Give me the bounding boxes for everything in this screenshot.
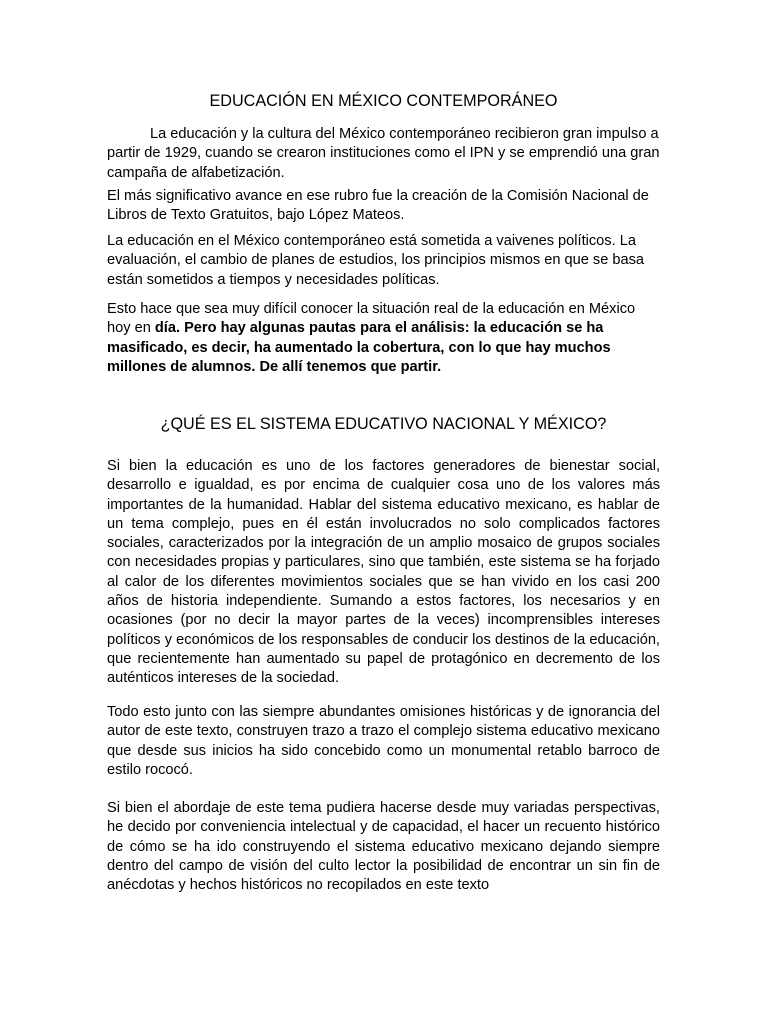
intro-paragraph-4: [107, 300, 660, 377]
intro-paragraph-2: El más significativo avance en ese rubro fue la creación de la Comisión Nacional de Libros de Texto Gratuitos, bajo López Mateos.: [107, 188, 649, 224]
intro-paragraph-3: La educación en el México contemporáneo está sometida a vaivenes políticos. La evaluación, el cambio de planes de estudios, los principios mismos en que se basa están sometidos a tiempos y necesidades políticas.: [107, 233, 645, 288]
document-title: EDUCACIÓN EN MÉXICO CONTEMPORÁNEO: [209, 92, 558, 110]
intro-paragraph-4-bold: día. Pero hay algunas pautas para el análisis: la educación se ha masificado, es decir, ha aumentado la cobertura, con lo que hay muchos millones de alumnos. De allí tenemos que partir.: [107, 320, 611, 375]
section-paragraph-1: Si bien la educación es uno de los factores generadores de bienestar social, desarrollo e igualdad, es por encima de cualquier cosa uno de los valores más importantes de la humanidad. Hablar del sistema educativo mexicano, es hablar de un tema complejo, pues en él están involucrados no solo complicados factores sociales, caracterizados por la integración de un amplio mosaico de grupos sociales con necesidades propias y particulares, sino que también, este sistema se ha forjado al calor de los diferentes movimientos sociales que se han vivido en los casi 200 años de historia independiente. Sumando a estos factores, los necesarios y en ocasiones (por no decir la mayor partes de la veces) incomprensibles intereses políticos y económicos de los responsables de conducir los destinos de la educación, que recientemente han aumentado su papel de protagónico en decremento de los auténticos intereses de la sociedad.: [107, 458, 660, 687]
intro-paragraph-1: La educación y la cultura del México contemporáneo recibieron gran impulso a partir de 1929, cuando se crearon instituciones como el IPN y se emprendió una gran campaña de alfabetización.: [107, 126, 660, 181]
section-paragraph-2: Todo esto junto con las siempre abundantes omisiones históricas y de ignorancia del autor de este texto, construyen trazo a trazo el complejo sistema educativo mexicano que desde sus inicios ha sido concebido como un monumental retablo barroco de estilo rococó.: [107, 704, 660, 778]
section-title: ¿QUÉ ES EL SISTEMA EDUCATIVO NACIONAL Y MÉXICO?: [160, 415, 607, 433]
section-paragraph-3: Si bien el abordaje de este tema pudiera hacerse desde muy variadas perspectivas, he decido por conveniencia intelectual y de capacidad, el hacer un recuento histórico de cómo se ha ido construyendo el sistema educativo mexicano dejando siempre dentro del campo de visión del culto lector la posibilidad de encontrar un sin fin de anécdotas y hechos históricos no recopilados en este texto: [107, 800, 660, 894]
intro-paragraph-4-plain: Esto hace que sea muy difícil conocer la situación real de la educación en México hoy en: [107, 301, 636, 337]
